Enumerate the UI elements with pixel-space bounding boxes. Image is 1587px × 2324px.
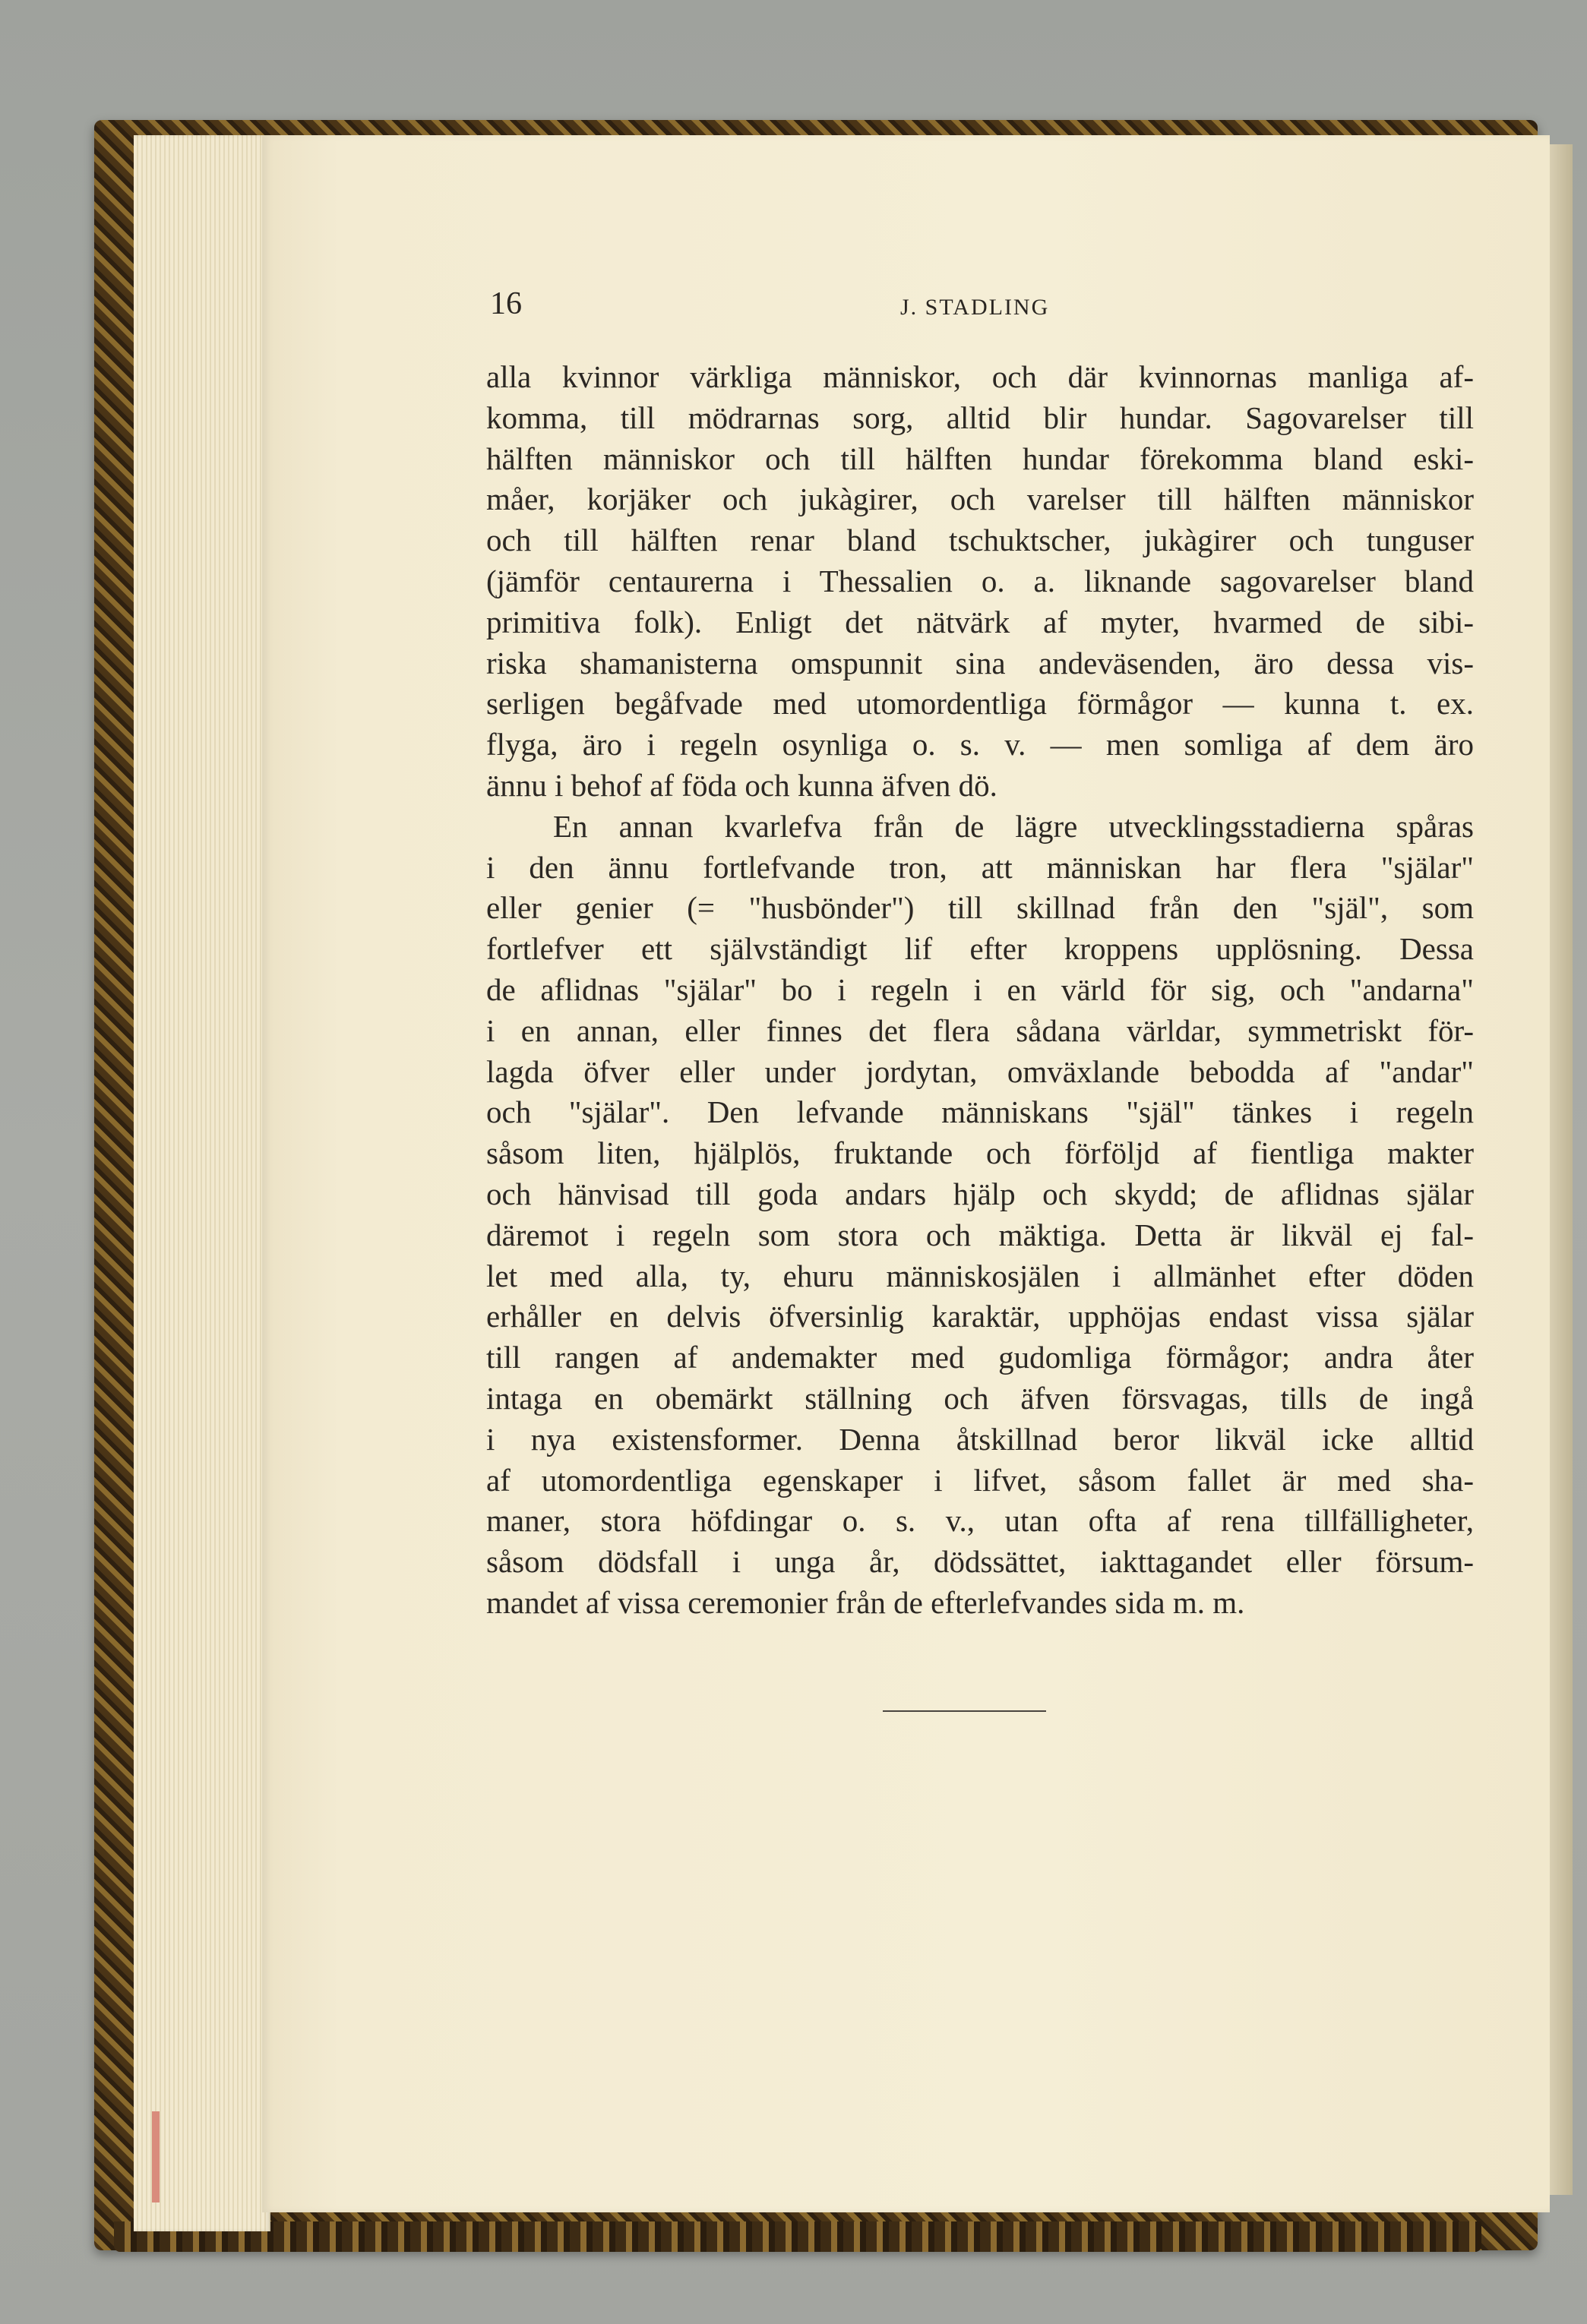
page-number: 16 xyxy=(490,286,522,321)
text-line: i den ännu fortlefvande tron, att människan har flera "själar" xyxy=(486,849,1474,885)
text-line: i nya existensformer. Denna åtskillnad beror likväl icke alltid xyxy=(486,1421,1474,1457)
text-line: hälften människor och till hälften hundar förekomma bland eski- xyxy=(486,440,1474,476)
text-line: och till hälften renar bland tschuktscher, jukàgirer och tunguser xyxy=(486,523,1474,558)
text-line: riska shamanisterna omspunnit sina andeväsenden, äro dessa vis- xyxy=(486,645,1474,680)
body-text xyxy=(486,357,1474,1624)
text-line: mandet af vissa ceremonier från de efterlefvandes sida m. m. xyxy=(486,1584,1245,1620)
text-line: af utomordentliga egenskaper i lifvet, såsom fallet är med sha- xyxy=(486,1462,1474,1498)
text-line: primitiva folk). Enligt det nätvärk af myter, hvarmed de sibi- xyxy=(486,604,1474,639)
text-line: måer, korjäker och jukàgirer, och varelser till hälften människor xyxy=(486,482,1474,517)
text-line: till rangen af andemakter med gudomliga förmågor; andra åter xyxy=(486,1340,1474,1375)
page-gutter xyxy=(1550,144,1573,2195)
page-edge-mark xyxy=(152,2111,160,2202)
text-line: och hänvisad till goda andars hjälp och skydd; de aflidnas själar xyxy=(486,1176,1474,1211)
text-line: maner, stora höfdingar o. s. v., utan ofta af rena tillfälligheter, xyxy=(486,1503,1474,1539)
text-line: och "själar". Den lefvande människans "själ" tänkes i regeln xyxy=(486,1094,1474,1130)
page-header xyxy=(490,286,1478,331)
text-line: erhåller en delvis öfversinlig karaktär, upphöjas endast vissa själar xyxy=(486,1299,1474,1334)
text-line: lagda öfver eller under jordytan, omväxlande bebodda af "andar" xyxy=(486,1053,1474,1089)
text-line: såsom liten, hjälplös, fruktande och förföljd af fientliga makter xyxy=(486,1135,1474,1171)
page-edges xyxy=(134,135,270,2231)
text-line: En annan kvarlefva från de lägre utvecklingsstadierna spåras xyxy=(553,808,1474,844)
text-line: eller genier (= "husbönder") till skillnad från den "själ", som xyxy=(486,890,1474,926)
text-line: intaga en obemärkt ställning och äfven försvagas, tills de ingå xyxy=(486,1380,1474,1416)
text-line: såsom dödsfall i unga år, dödssättet, iakttagandet eller försum- xyxy=(486,1544,1474,1580)
text-line: alla kvinnor värkliga människor, och där kvinnornas manliga af- xyxy=(486,359,1474,394)
text-line: (jämför centaurerna i Thessalien o. a. liknande sagovarelser bland xyxy=(486,563,1474,598)
running-head: J. STADLING xyxy=(900,295,1050,320)
text-line: let med alla, ty, ehuru människosjälen i allmänhet efter döden xyxy=(486,1258,1474,1293)
text-line: flyga, äro i regeln osynliga o. s. v. — men somliga af dem äro xyxy=(486,727,1474,763)
text-line: i en annan, eller finnes det flera sådana världar, symmetriskt för- xyxy=(486,1012,1474,1048)
text-line: fortlefver ett självständigt lif efter kroppens upplösning. Dessa xyxy=(486,931,1474,967)
text-line: ännu i behof af föda och kunna äfven dö. xyxy=(486,767,997,803)
section-end-rule xyxy=(883,1710,1046,1712)
cover-bottom-edge xyxy=(114,2221,1481,2252)
text-line: de aflidnas "själar" bo i regeln i en värld för sig, och "andarna" xyxy=(486,971,1474,1007)
text-line: däremot i regeln som stora och mäktiga. Detta är likväl ej fal- xyxy=(486,1217,1474,1252)
text-line: komma, till mödrarnas sorg, alltid blir hundar. Sagovarelser till xyxy=(486,399,1474,435)
text-line: serligen begåfvade med utomordentliga förmågor — kunna t. ex. xyxy=(486,686,1474,722)
